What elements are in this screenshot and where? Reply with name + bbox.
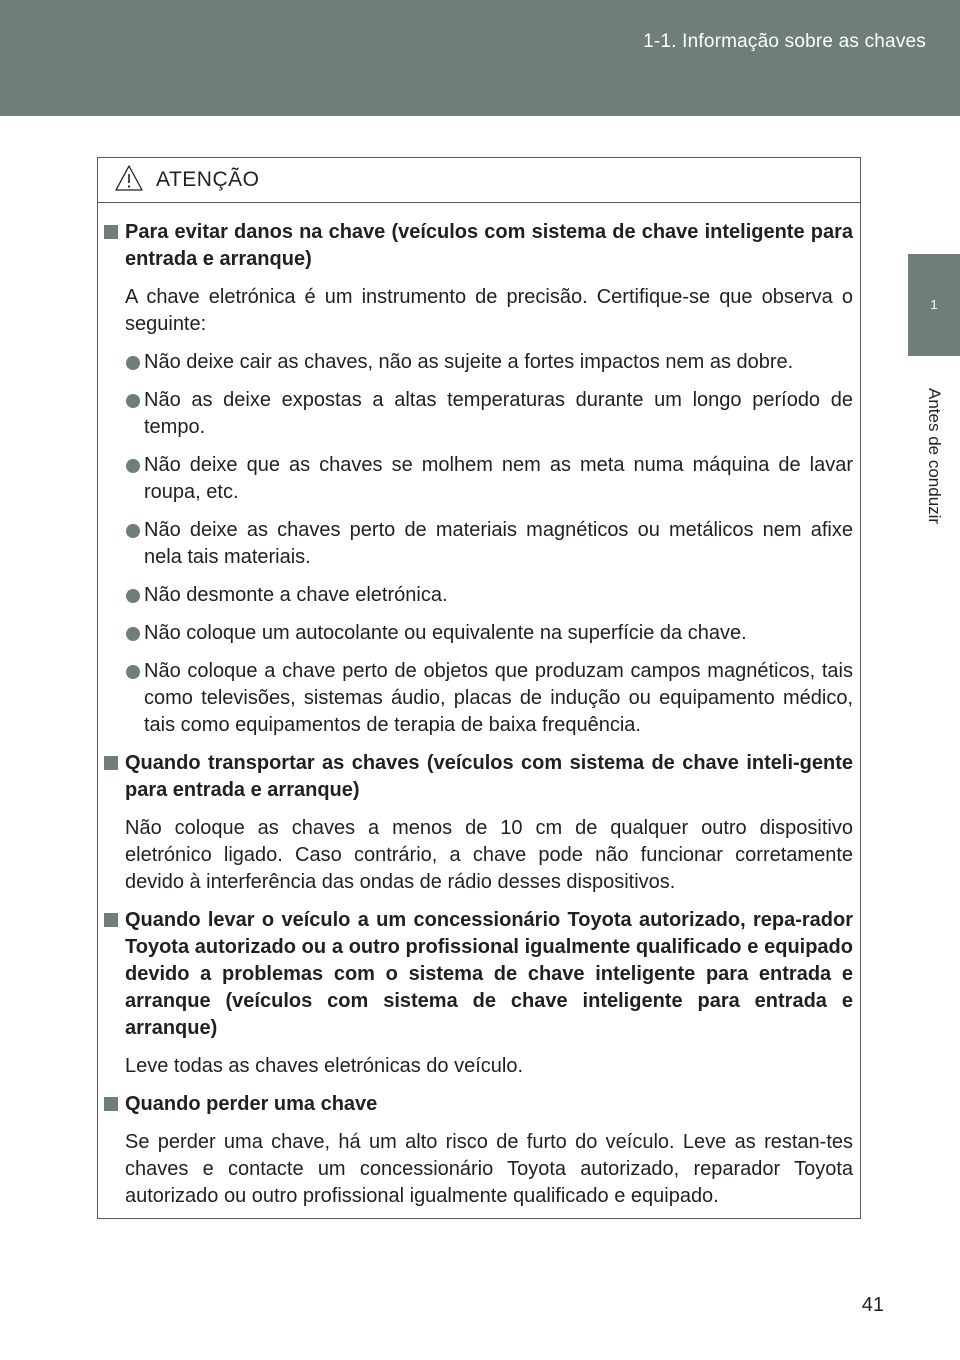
square-bullet-icon [104, 225, 118, 239]
bullet-text: Não deixe cair as chaves, não as sujeite a fortes impactos nem as dobre. [144, 351, 794, 373]
bullet-item [104, 452, 853, 506]
section-heading-text: Para evitar danos na chave (veículos com sistema de chave inteligente para entrada e arranque) [125, 221, 853, 270]
round-bullet-icon [126, 627, 140, 641]
chapter-label-text: Antes de conduzir [925, 387, 944, 525]
section-heading [104, 1091, 853, 1118]
bullet-text: Não desmonte a chave eletrónica. [144, 584, 448, 606]
bullet-text: Não coloque a chave perto de objetos que produzam campos magnéticos, tais como televisões, sistemas áudio, placas de indução ou equipamento médico, tais como equipamentos de terapia de baixa frequência. [144, 660, 853, 736]
section-heading [104, 907, 853, 1042]
section-paragraph: Não coloque as chaves a menos de 10 cm de qualquer outro dispositivo eletrónico ligado. Caso contrário, a chave pode não funcionar corretamente devido à interferência das ondas de rádio desses dispositivos. [125, 817, 853, 893]
bullet-text: Não deixe que as chaves se molhem nem as meta numa máquina de lavar roupa, etc. [144, 454, 853, 503]
round-bullet-icon [126, 665, 140, 679]
warning-triangle-icon [114, 164, 144, 192]
round-bullet-icon [126, 394, 140, 408]
bullet-text: Não coloque um autocolante ou equivalente na superfície da chave. [144, 622, 747, 644]
round-bullet-icon [126, 524, 140, 538]
bullet-item [104, 582, 853, 609]
bullet-item [104, 517, 853, 571]
square-bullet-icon [104, 756, 118, 770]
bullet-item [104, 620, 853, 647]
header-band [0, 0, 960, 116]
bullet-text: Não as deixe expostas a altas temperaturas durante um longo período de tempo. [144, 389, 853, 438]
chapter-tab [908, 254, 960, 356]
section-heading-text: Quando transportar as chaves (veículos com sistema de chave inteli-gente para entrada e arranque) [125, 752, 853, 801]
bullet-item [104, 349, 853, 376]
caution-title: ATENÇÃO [156, 168, 260, 191]
section-paragraph: Se perder uma chave, há um alto risco de furto do veículo. Leve as restan-tes chaves e contacte um concessionário Toyota autorizado, reparador Toyota autorizado ou outro profissional igualmente qualificado e equipado. [125, 1131, 853, 1207]
round-bullet-icon [126, 356, 140, 370]
section-paragraph: Leve todas as chaves eletrónicas do veículo. [125, 1055, 524, 1077]
caution-header [98, 158, 860, 203]
caution-body [98, 203, 860, 1210]
section-heading [104, 750, 853, 804]
square-bullet-icon [104, 913, 118, 927]
round-bullet-icon [126, 459, 140, 473]
section-heading-text: Quando perder uma chave [125, 1093, 378, 1115]
section-paragraph: A chave eletrónica é um instrumento de precisão. Certifique-se que observa o seguinte: [125, 286, 853, 335]
section-heading [104, 219, 853, 273]
chapter-number: 1 [930, 297, 938, 312]
bullet-item [104, 387, 853, 441]
square-bullet-icon [104, 1097, 118, 1111]
caution-box [97, 157, 861, 1219]
round-bullet-icon [126, 589, 140, 603]
page-number: 41 [861, 1294, 884, 1316]
chapter-label [914, 368, 954, 544]
bullet-item [104, 658, 853, 739]
section-title: 1-1. Informação sobre as chaves [643, 31, 926, 52]
bullet-text: Não deixe as chaves perto de materiais magnéticos ou metálicos nem afixe nela tais materiais. [144, 519, 853, 568]
section-heading-text: Quando levar o veículo a um concessionário Toyota autorizado, repa-rador Toyota autorizado ou a outro profissional igualmente qualificado e equipado devido a problemas com o sistema de chave inteligente para entrada e arranque (veículos com sistema de chave inteligente para entrada e arranque) [125, 909, 853, 1039]
